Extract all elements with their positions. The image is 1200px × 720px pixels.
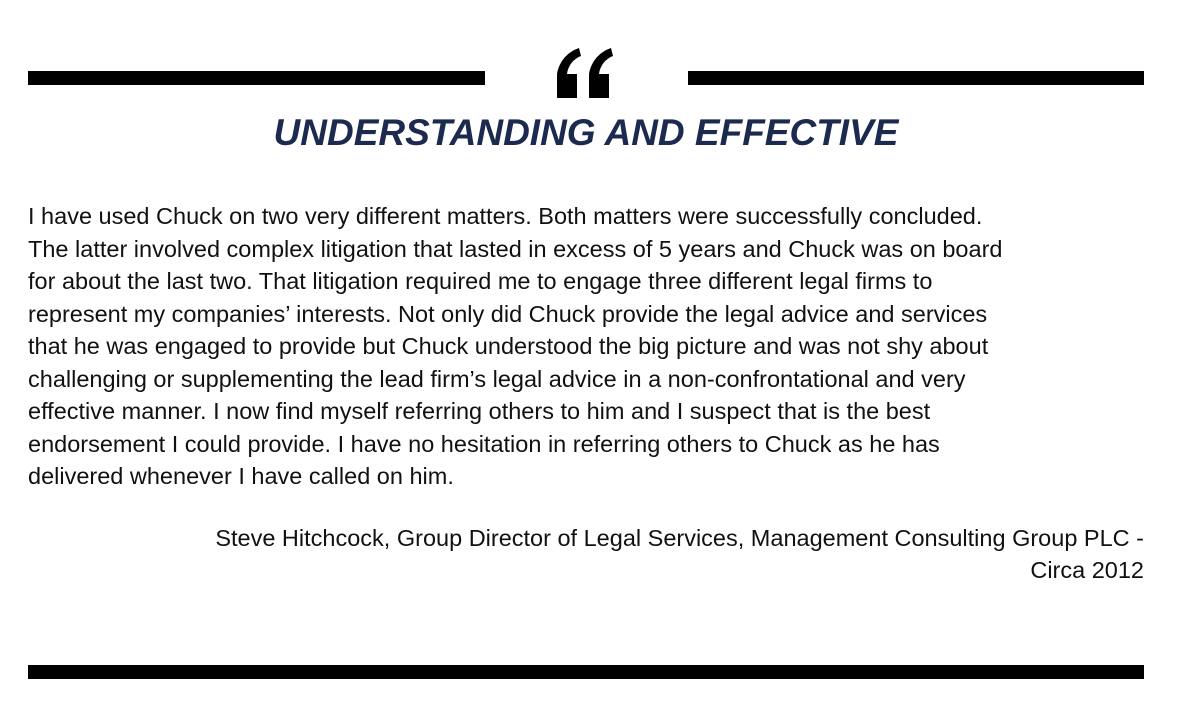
attribution-date-line: Circa 2012 bbox=[1030, 557, 1144, 583]
testimonial-line: challenging or supplementing the lead firm’s legal advice in a non-confrontational and very bbox=[28, 365, 966, 392]
top-left-divider bbox=[28, 71, 485, 85]
testimonial-body bbox=[28, 200, 1148, 493]
testimonial-headline: UNDERSTANDING AND EFFECTIVE bbox=[273, 112, 899, 153]
testimonial-line: The latter involved complex litigation that lasted in excess of 5 years and Chuck was on board bbox=[28, 235, 1003, 262]
testimonial-line: I have used Chuck on two very different matters. Both matters were successfully concluded. bbox=[28, 203, 983, 229]
testimonial-line: represent my companies’ interests. Not only did Chuck provide the legal advice and services bbox=[28, 300, 988, 327]
attribution-author-line: Steve Hitchcock, Group Director of Legal Services, Management Consulting Group PLC - bbox=[215, 525, 1144, 551]
opening-quote-icon bbox=[553, 44, 615, 100]
testimonial-attribution bbox=[28, 522, 1144, 586]
testimonial-line: for about the last two. That litigation required me to engage three different legal firms to bbox=[28, 268, 933, 294]
testimonial-line: endorsement I could provide. I have no hesitation in referring others to Chuck as he has bbox=[28, 430, 940, 457]
top-right-divider bbox=[688, 71, 1144, 85]
testimonial-line: that he was engaged to provide but Chuck understood the big picture and was not shy about bbox=[28, 333, 989, 359]
testimonial-line: delivered whenever I have called on him. bbox=[28, 463, 454, 489]
testimonial-line: effective manner. I now find myself referring others to him and I suspect that is the best bbox=[28, 398, 931, 424]
bottom-divider bbox=[28, 665, 1144, 679]
